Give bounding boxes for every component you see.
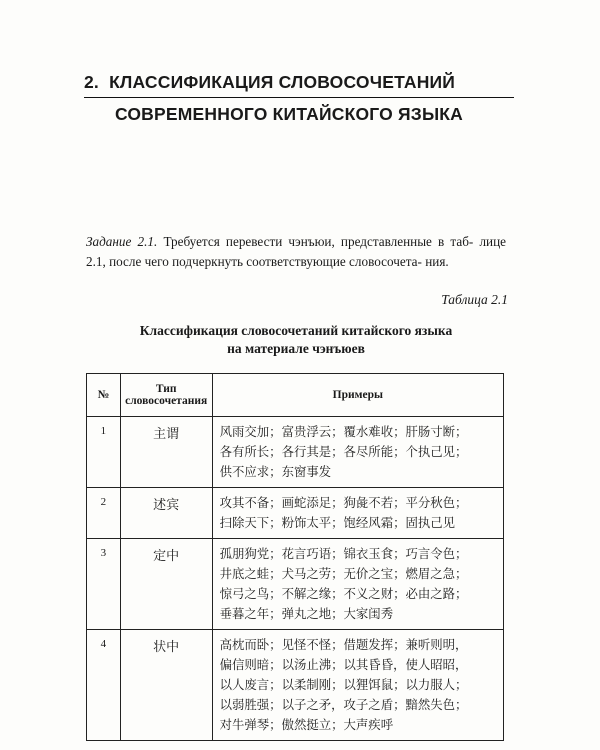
table-title	[86, 322, 506, 358]
table-title-line1: Классификация словосочетаний китайского языка	[139, 323, 453, 338]
example-line: 惊弓之鸟；不解之缘；不义之财；必由之路；	[219, 586, 468, 601]
row-examples	[212, 417, 503, 488]
chapter-number: 2.	[84, 72, 99, 92]
task-text-line2: лице 2.1, после чего подчеркнуть соответствующие словосочета-	[86, 234, 507, 269]
chapter-title-line2: СОВРЕМЕННОГО КИТАЙСКОГО ЯЗЫКА	[114, 104, 464, 124]
table-row	[87, 539, 504, 630]
example-line: 攻其不备；画蛇添足；狗彘不若；平分秋色；	[219, 495, 468, 510]
table-header-row	[87, 374, 504, 417]
row-num: 1	[87, 417, 121, 488]
task-text-line3: ния.	[425, 254, 449, 269]
chapter-title-line1: КЛАССИФИКАЦИЯ СЛОВОСОЧЕТАНИЙ	[109, 72, 456, 92]
chapter-heading-line1	[84, 72, 514, 98]
table-row	[87, 417, 504, 488]
chapter-heading	[84, 72, 514, 125]
header-examples: Примеры	[212, 374, 503, 417]
table-row	[87, 488, 504, 539]
header-type-line2: словосочетания	[125, 395, 208, 407]
row-examples	[212, 630, 503, 741]
header-num: №	[87, 374, 121, 417]
row-examples	[212, 539, 503, 630]
example-line: 各有所长；各行其是；各尽所能；个执己见；	[219, 444, 468, 459]
row-type: 状中	[120, 630, 212, 741]
row-type: 定中	[120, 539, 212, 630]
table-row	[87, 630, 504, 741]
task-label: Задание 2.1.	[86, 234, 158, 249]
example-line: 对牛弹琴；傲然挺立；大声疾呼	[219, 717, 394, 732]
example-line: 偏信则暗；以汤止沸；以其昏昏，使人昭昭，	[219, 657, 468, 672]
row-examples	[212, 488, 503, 539]
example-line: 扫除天下；粉饰太平；饱经风霜；固执己见	[219, 515, 456, 530]
example-line: 垂暮之年；弹丸之地；大家闺秀	[219, 606, 394, 621]
example-line: 井底之蛙；犬马之劳；无价之宝；燃眉之急；	[219, 566, 468, 581]
example-line: 孤朋狗党；花言巧语；锦衣玉食；巧言令色；	[219, 546, 468, 561]
task-text-line1: Требуется перевести чэнъюи, представленные в таб-	[163, 234, 474, 249]
task-paragraph	[86, 232, 506, 272]
example-line: 高枕而卧；见怪不怪；借题发挥；兼听则明，	[219, 637, 468, 652]
row-num: 4	[87, 630, 121, 741]
table-label: Таблица 2.1	[441, 292, 508, 307]
example-line: 风雨交加；富贵浮云；覆水难收；肝肠寸断；	[219, 424, 468, 439]
row-num: 3	[87, 539, 121, 630]
row-type: 述宾	[120, 488, 212, 539]
header-type	[120, 374, 212, 417]
example-line: 以弱胜强；以子之矛，攻子之盾；黯然失色；	[219, 697, 468, 712]
example-line: 以人废言；以柔制刚；以狸饵鼠；以力服人；	[219, 677, 468, 692]
row-num: 2	[87, 488, 121, 539]
classification-table	[86, 373, 504, 741]
header-type-line1: Тип	[155, 383, 177, 395]
row-type: 主谓	[120, 417, 212, 488]
example-line: 供不应求；东窗事发	[219, 464, 332, 479]
table-title-line2: на материале чэнъюев	[227, 341, 365, 356]
